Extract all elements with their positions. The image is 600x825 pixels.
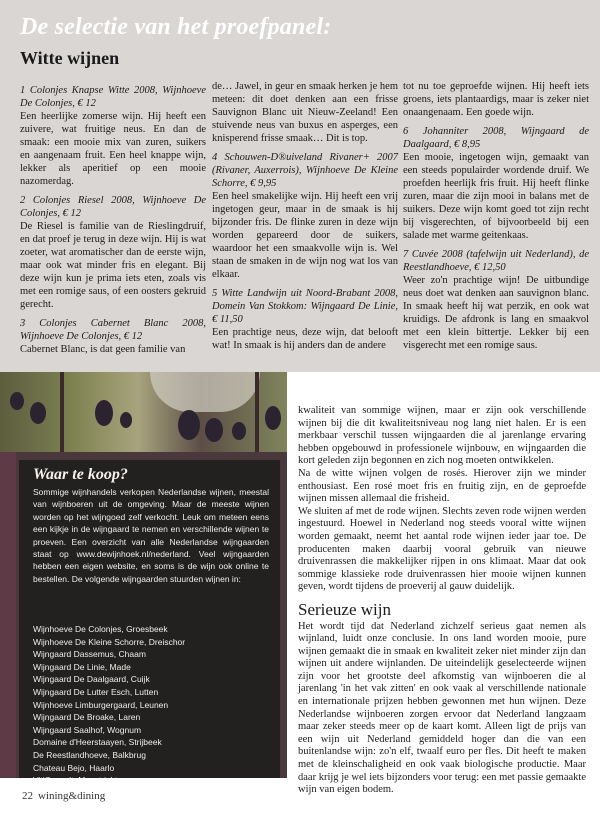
wine-review: Cabernet Blanc, is dat geen familie van (20, 344, 186, 355)
vendor-item: Wijngaard De Linie, Made (33, 661, 131, 672)
article-paragraph: Na de witte wijnen volgen de rosés. Hierover zijn we minder enthousiast. Een rosé moet fris en fruitig zijn, en de geproefde wijnen missen allemaal die frisheid. (298, 467, 586, 505)
wine-review: tot nu toe geproefde wijnen. Hij heeft iets groens, iets plantaardigs, maar is zeker niet onaangenaam. Een goede wijn. (403, 81, 589, 118)
wine-review: Een heel smakelijke wijn. Hij heeft een vrij ingetogen geur, maar in de smaak is hij bijzonder fris. De flinke zuren in deze wijn worden gepareerd door de suikers, waardoor het een smaakvolle wijn is. Wel staan de smaken in de wijn nog wat los van elkaar. (212, 191, 398, 280)
review-column-2 (212, 80, 398, 358)
wine-review: Een prachtige neus, deze wijn, dat belooft wat! In smaak is hij anders dan de andere (212, 327, 398, 351)
vendor-item: Wijngaard De Broake, Laren (33, 712, 141, 723)
wine-title: 7 Cuvée 2008 (tafelwijn uit Nederland), de Reestlandhoeve, € 12,50 (403, 249, 589, 273)
vendor-item: Chateau Bejo, Haarlo (33, 762, 115, 773)
where-to-buy-box (19, 460, 280, 778)
vendor-item: De Reestlandhoeve, Balkbrug (33, 749, 146, 760)
wine-review: De Riesel is familie van de Rieslingdruif, en dat proef je terug in deze wijn. Hij is wat zoeter, wat aromatischer dan de eerste wijn, maar ook wat minder fris en elegant. Bij deze wijn kun je prima iets eten, zoals vis met een romige saus, of een oosters gekruid gerecht. (20, 221, 206, 310)
article-paragraph: Het wordt tijd dat Nederland zichzelf serieus gaat nemen als wijnland, luidt onze conclusie. In ons land worden mooie, pure wijnen gemaakt die in smaak en kwaliteit zeker niet minder zijn dan wijnen uit andere wijnlanden. De uiteindelijk geselecteerde wijnen zijn voor het grootste deel afkomstig van wijnboeren die al jarenlang 'in het vak zitten' en ook vaak al verschillende nationale en internationale prijzen hebben gewonnen met hun wijnen. Deze Nederlandse wijnboeren zorgen ervoor dat Nederland langzaam maar zeker steeds meer op de kaart komt. Alleen ligt de prijs van een wijn uit Nederland gemiddeld hoger dan die van een buitenlandse wijn: zo'n elf, twaalf euro per fles. Dit heeft te maken met de kleinschaligheid en ook vaak biologische productie. Maar daar krijg je wel iets bijzonders voor terug: een met passie gemaakte wijn van eigen bodem. (298, 620, 586, 796)
vineyard-photo (0, 372, 287, 452)
magazine-name: wining&dining (38, 790, 106, 802)
wine-title: 4 Schouwen-D®uiveland Rivaner+ 2007 (Rivaner, Auxerrois), Wijnhoeve De Kleine Schorre, € 9,95 (212, 152, 398, 189)
sidebar-strip (0, 452, 16, 778)
wine-review: de… Jawel, in geur en smaak herken je hem meteen: dit doet denken aan een frisse Sauvignon Blanc uit Nieuw-Zeeland! Een stuivende neus van buxus en asperges, een knisperend frisse smaak… Dit is top. (212, 81, 398, 144)
grape-cluster (10, 392, 24, 410)
section-subhead: Witte wijnen (20, 48, 120, 68)
wine-review: Weer zo'n prachtige wijn! De uitbundige neus doet wat denken aan sauvignon blanc. In smaak heeft hij wat perzik, en ook wat kruidigs. De afdronk is lang en smaakvol met een klein bittertje. Lekker bij een visgerecht met een romige saus. (403, 275, 589, 351)
vendor-item: Wijnhoeve De Colonjes, Groesbeek (33, 624, 168, 634)
vendor-item: Wijnhoeve De Kleine Schorre, Dreischor (33, 636, 186, 647)
wine-title: 2 Colonjes Riesel 2008, Wijnhoeve De Colonjes, € 12 (20, 195, 206, 219)
section-heading: Serieuze wijn (298, 599, 391, 619)
article-paragraph: kwaliteit van sommige wijnen, maar er zijn ook verschillende wijnen bij die dit kwaliteitsniveau nog lang niet halen. Er is een merkbaar verschil tussen wijngaarden die al jarenlange ervaring hebben opgebouwd in professionele wijnbouw, en wijngaarden die kort geleden zijn begonnen en zich nog moeten ontwikkelen. (298, 405, 586, 467)
vendor-item: Wijngaard De Daalgaard, Cuijk (33, 674, 150, 685)
wine-review: Een mooie, ingetogen wijn, gemaakt van een steeds populairder wordende druif. We proefden heerlijk fris fruit. Hij heeft flinke zuren, maar die zijn mooi in balans met de suikers. Deze wijn komt goed tot zijn recht bij visgerechten, of bijvoorbeeld bij een salade met warme geitenkaas. (403, 152, 589, 241)
page-number: 22 (22, 790, 33, 802)
review-column-1 (20, 80, 206, 362)
grape-cluster (120, 412, 132, 428)
grape-cluster (178, 410, 200, 440)
grape-cluster (205, 418, 223, 442)
grape-cluster (265, 406, 281, 430)
vendor-item: Domaine d'Heerstaayen, Strijbeek (33, 737, 162, 748)
wine-title: 6 Johanniter 2008, Wijngaard de Daalgaard, € 8,95 (403, 126, 589, 150)
page-footer (0, 778, 287, 825)
tasting-panel-section (0, 0, 600, 372)
vendor-item: Wijngaard Dassemus, Chaam (33, 649, 146, 660)
wine-title: 1 Colonjes Knapse Witte 2008, Wijnhoeve De Colonjes, € 12 (20, 85, 206, 109)
grape-cluster (232, 422, 246, 440)
section-headline: De selectie van het proefpanel: (20, 14, 332, 40)
wine-title: 3 Colonjes Cabernet Blanc 2008, Wijnhoeve De Colonjes, € 12 (20, 318, 206, 342)
grape-cluster (95, 400, 113, 426)
article-body (298, 405, 586, 797)
review-column-3 (403, 80, 589, 358)
box-title: Waar te koop? (33, 466, 128, 483)
vendor-item: Wijnhoeve Limburgergaard, Leunen (33, 699, 169, 710)
grape-cluster (30, 402, 46, 424)
photo-sky (150, 372, 260, 412)
vendor-item: Wijngaard Saalhof, Wognum (33, 724, 142, 735)
article-paragraph: We sluiten af met de rode wijnen. Slechts zeven rode wijnen werden ingestuurd. Hoewel in Nederland nog steeds vooral witte wijnen worden gemaakt, neemt het aantal rode wijnen ieder jaar toe. De producenten maken daarbij vooral gebruik van nieuwe druivenrassen die makkelijker rijpen in ons klimaat. Maar dat ook sommige klassieke rode druivenrassen hier mooie wijnen kunnen geven, wordt tijdens de proeverij al gauw duidelijk. (298, 505, 586, 593)
wine-title: 5 Witte Landwijn uit Noord-Brabant 2008, Domein Van Stokkom: Wijngaard De Linie, € 11,50 (212, 288, 398, 325)
vine-post (255, 372, 259, 452)
vendor-item: Wijngaard De Lutter Esch, Lutten (33, 686, 159, 697)
wine-review: Een heerlijke zomerse wijn. Hij heeft een zuivere, wat fruitige neus. En dan de smaak: een mooie mix van zuren, suikers en aangenaam fruit. Een heel knappe wijn, lekker als aperitief op een mooie nazomerdag. (20, 111, 206, 187)
vine-post (60, 372, 64, 452)
box-intro: Sommige wijnhandels verkopen Nederlandse wijnen, meestal van wijnboeren uit de omgeving. Maar de meeste wijnen worden op het wijngoed zelf verkocht. Leuk om meteen eens een kijkje in de wijngaard te nemen en verschillende wijnen te proeven. Een overzicht van alle Nederlandse wijngaarden staat op www.dewijnhoek.nl/nederland. Veel wijngaarden hebben een eigen website, en soms is de wijn ook online te bestellen. De volgende wijngaarden stuurden wijnen in: (33, 487, 269, 584)
vendor-list (33, 623, 269, 787)
